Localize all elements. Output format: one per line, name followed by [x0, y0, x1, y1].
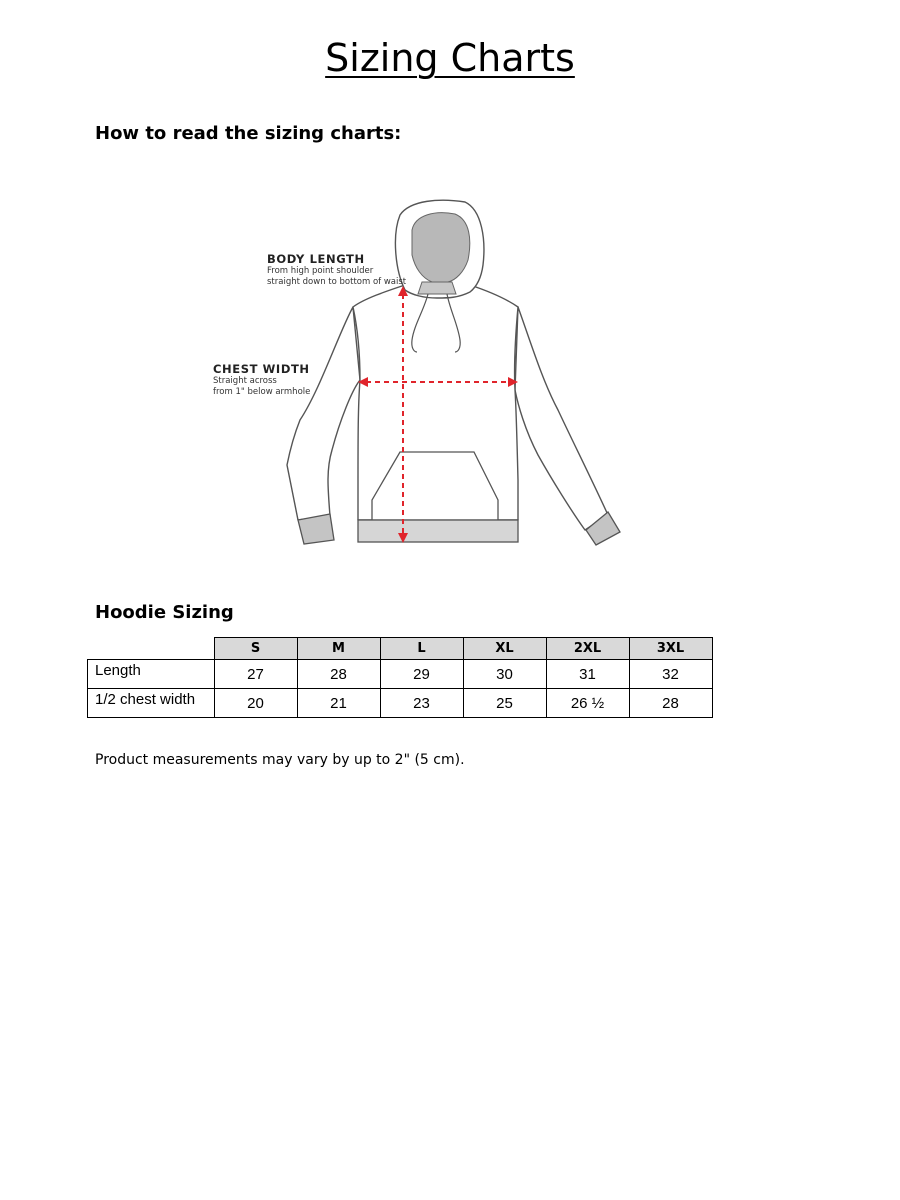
body-length-desc-2: straight down to bottom of waist [267, 277, 407, 287]
body-length-desc-1: From high point shoulder [267, 266, 374, 276]
size-header: 2XL [546, 638, 629, 660]
page-title: Sizing Charts [325, 36, 575, 80]
table-cell: 25 [463, 689, 546, 718]
size-header: XL [463, 638, 546, 660]
size-header: S [214, 638, 297, 660]
body-length-title: BODY LENGTH [267, 252, 365, 266]
hoodie-sizing-table [87, 637, 713, 718]
table-cell: 32 [629, 660, 712, 689]
hoodie-sizing-heading: Hoodie Sizing [95, 602, 234, 623]
chest-width-callout [213, 362, 310, 398]
hood-inner [412, 213, 470, 282]
left-cuff [298, 514, 334, 544]
left-sleeve [287, 307, 360, 520]
table-row [88, 660, 713, 689]
table-cell: 27 [214, 660, 297, 689]
hoodie-measurement-diagram [200, 190, 650, 560]
row-label-length: Length [88, 660, 215, 689]
chest-width-desc-1: Straight across [213, 376, 277, 386]
table-cell: 31 [546, 660, 629, 689]
table-cell: 28 [629, 689, 712, 718]
chest-width-title: CHEST WIDTH [213, 362, 310, 376]
row-label-chest: 1/2 chest width [88, 689, 215, 718]
table-cell: 29 [380, 660, 463, 689]
measurement-note: Product measurements may vary by up to 2" (5 cm). [95, 752, 465, 768]
table-cell: 26 ½ [546, 689, 629, 718]
waistband [358, 520, 518, 542]
header-corner [88, 638, 215, 660]
table-header-row [88, 638, 713, 660]
how-to-read-heading: How to read the sizing charts: [95, 123, 402, 144]
table-cell: 21 [297, 689, 380, 718]
chest-width-desc-2: from 1" below armhole [213, 387, 311, 397]
table-row [88, 689, 713, 718]
size-header: L [380, 638, 463, 660]
right-sleeve [515, 307, 608, 530]
size-header: M [297, 638, 380, 660]
table-cell: 30 [463, 660, 546, 689]
body-length-callout [267, 252, 406, 288]
table-cell: 20 [214, 689, 297, 718]
table-cell: 28 [297, 660, 380, 689]
size-header: 3XL [629, 638, 712, 660]
table-cell: 23 [380, 689, 463, 718]
